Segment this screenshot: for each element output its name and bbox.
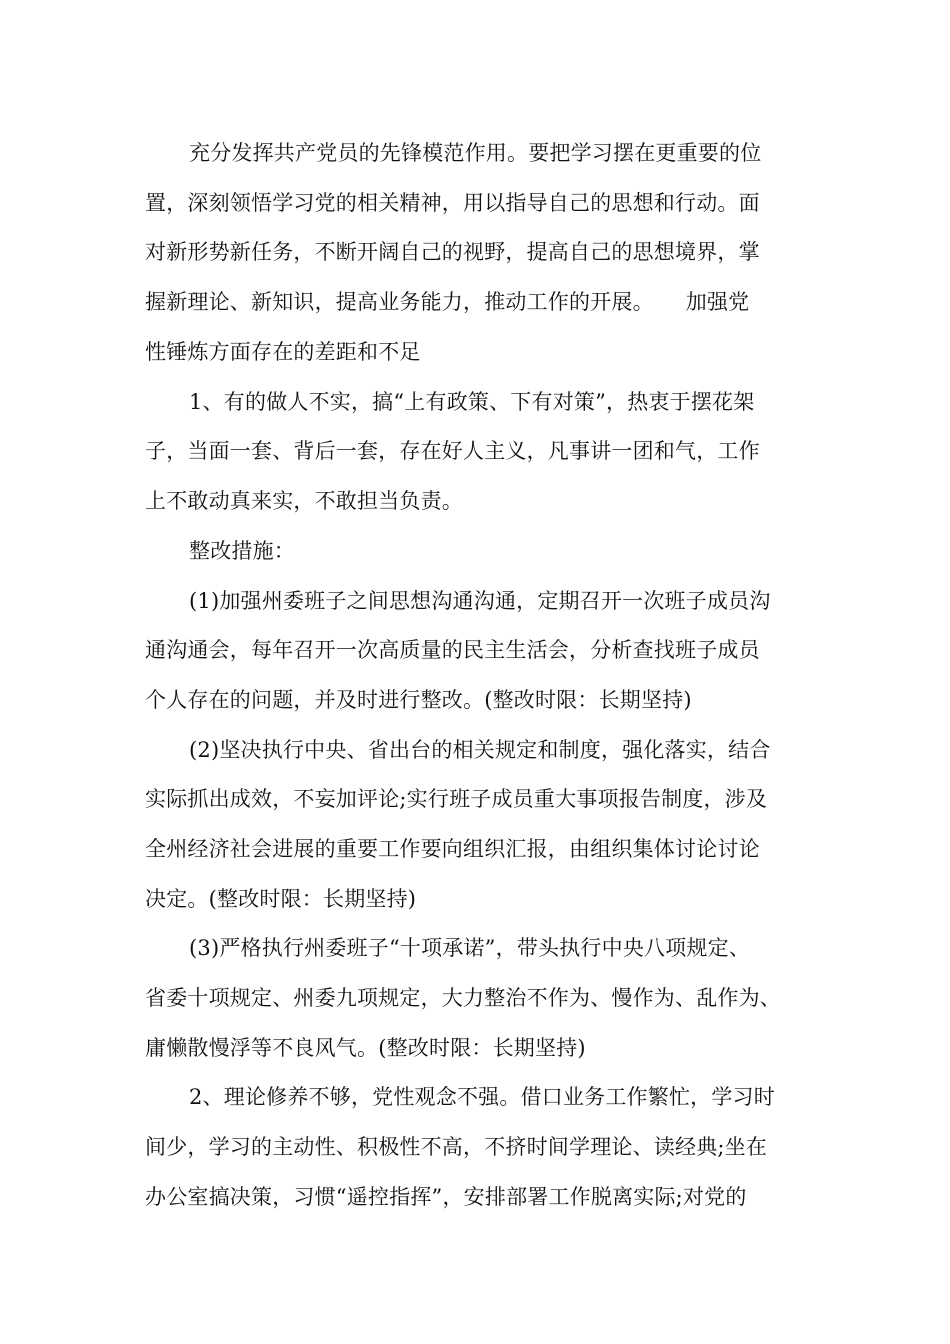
text-line: 置，深刻领悟学习党的相关精神，用以指导自己的思想和行动。面 bbox=[145, 191, 760, 215]
text-line: 充分发挥共产党员的先锋模范作用。要把学习摆在更重要的位 bbox=[189, 141, 762, 165]
text-line: 全州经济社会进展的重要工作要向组织汇报，由组织集体讨论讨论 bbox=[145, 837, 760, 861]
text-line: 通沟通会，每年召开一次高质量的民主生活会，分析查找班子成员 bbox=[145, 638, 760, 662]
text-line: (2)坚决执行中央、省出台的相关规定和制度，强化落实，结合 bbox=[189, 738, 771, 762]
text-line: 庸懒散慢浮等不良风气。(整改时限：长期坚持) bbox=[145, 1036, 586, 1060]
text-line: 握新理论、新知识，提高业务能力，推动工作的开展。 加强党 bbox=[145, 290, 750, 314]
text-line: 1、有的做人不实，搞“上有政策、下有对策”，热衷于摆花架 bbox=[189, 390, 755, 414]
text-line: 间少，学习的主动性、积极性不高，不挤时间学理论、读经典;坐在 bbox=[145, 1135, 768, 1159]
text-line: 对新形势新任务，不断开阔自己的视野，提高自己的思想境界，掌 bbox=[145, 240, 760, 264]
text-line: 实际抓出成效，不妄加评论;实行班子成员重大事项报告制度，涉及 bbox=[145, 787, 768, 811]
text-line: 2、理论修养不够，党性观念不强。借口业务工作繁忙，学习时 bbox=[189, 1085, 775, 1109]
text-line: (1)加强州委班子之间思想沟通沟通，定期召开一次班子成员沟 bbox=[189, 589, 771, 613]
text-line: 决定。(整改时限：长期坚持) bbox=[145, 887, 417, 911]
text-line: 上不敢动真来实，不敢担当负责。 bbox=[145, 489, 463, 513]
text-line: 整改措施： bbox=[189, 539, 295, 563]
text-line: 办公室搞决策，习惯“遥控指挥”，安排部署工作脱离实际;对党的 bbox=[145, 1185, 747, 1209]
text-line: 个人存在的问题，并及时进行整改。(整改时限：长期坚持) bbox=[145, 688, 692, 712]
text-line: (3)严格执行州委班子“十项承诺”，带头执行中央八项规定、 bbox=[189, 936, 751, 960]
text-line: 省委十项规定、州委九项规定，大力整治不作为、慢作为、乱作为、 bbox=[145, 986, 781, 1010]
text-line: 子，当面一套、背后一套，存在好人主义，凡事讲一团和气，工作 bbox=[145, 439, 760, 463]
text-line: 性锤炼方面存在的差距和不足 bbox=[145, 340, 421, 364]
